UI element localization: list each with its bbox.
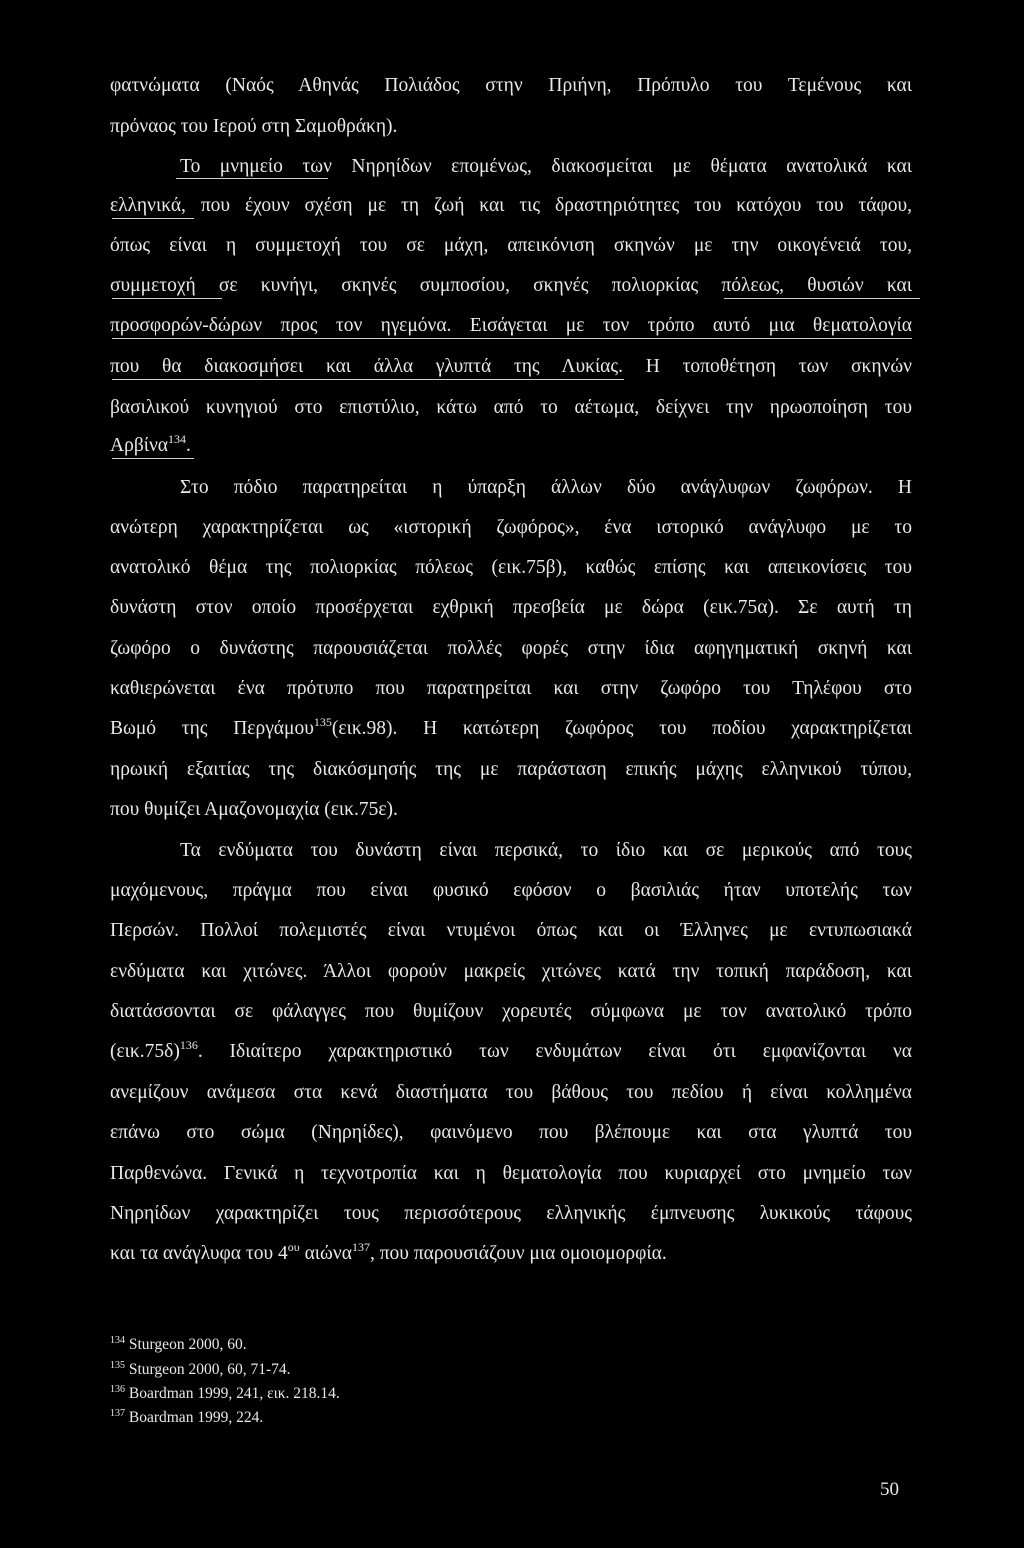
underline-mark (112, 298, 222, 299)
footnote-text: Boardman 1999, 224. (128, 1409, 264, 1426)
footnote-text: Sturgeon 2000, 60, 71-74. (128, 1361, 291, 1378)
body-line: που θα διακοσμήσει και άλλα γλυπτά της Λυκίας. Η τοποθέτηση των σκηνών (110, 356, 912, 377)
line-text: αιώνα (299, 1243, 352, 1264)
underline-mark (112, 458, 194, 459)
line-text: . (186, 435, 191, 456)
body-line: ηρωική εξαιτίας της διακόσμησής της με παράσταση επικής μάχης ελληνικού τύπου, (110, 759, 912, 780)
footnote (110, 1360, 290, 1379)
body-line: Το μνημείο των Νηρηίδων επομένως, διακοσμείται με θέματα ανατολικά και (180, 156, 912, 177)
footnote-number: 136 (110, 1384, 125, 1395)
footnote-ref: 136 (179, 1038, 198, 1052)
underline-mark (176, 178, 328, 179)
line-text: . Ιδιαίτερο χαρακτηριστικό των ενδυμάτων είναι ότι εμφανίζονται να (197, 1041, 912, 1062)
body-line: επάνω στο σώμα (Νηρηίδες), φαινόμενο που βλέπουμε και στα γλυπτά του (110, 1122, 912, 1143)
line-text: και τα ανάγλυφα του 4 (110, 1243, 288, 1264)
body-line: Παρθενώνα. Γενικά η τεχνοτροπία και η θεματολογία που κυριαρχεί στο μνημείο των (110, 1163, 912, 1184)
body-line: ανώτερη χαρακτηρίζεται ως «ιστορική ζωφόρος», ένα ιστορικό ανάγλυφο με το (110, 517, 912, 538)
body-line: Στο πόδιο παρατηρείται η ύπαρξη άλλων δύο ανάγλυφων ζωφόρων. Η (180, 477, 912, 498)
body-line-last (110, 1242, 912, 1266)
line-text: (εικ.75δ) (110, 1041, 180, 1062)
body-line: ανεμίζουν ανάμεσα στα κενά διαστήματα του βάθους του πεδίου ή είναι κολλημένα (110, 1082, 912, 1103)
body-line: προσφορών-δώρων προς τον ηγεμόνα. Εισάγεται με τον τρόπο αυτό μια θεματολογία (110, 315, 912, 336)
footnote (110, 1408, 263, 1427)
footnote-text: Boardman 1999, 241, εικ. 218.14. (128, 1385, 340, 1402)
body-line: μαχόμενους, πράγμα που είναι φυσικό εφόσον ο βασιλιάς ήταν υποτελής των (110, 880, 912, 901)
body-line: ανατολικό θέμα της πολιορκίας πόλεως (εικ.75β), καθώς επίσης και απεικονίσεις του (110, 557, 912, 578)
body-line: πρόναος του Ιερού στη Σαμοθράκη). (110, 116, 398, 137)
body-line: καθιερώνεται ένα πρότυπο που παρατηρείται και στην ζωφόρο του Τηλέφου στο (110, 678, 912, 699)
line-text: , που παρουσιάζουν μια ομοιομορφία. (369, 1243, 667, 1264)
underline-mark (724, 298, 920, 299)
footnote-number: 135 (110, 1360, 125, 1371)
footnote-text: Sturgeon 2000, 60. (128, 1336, 247, 1353)
footnote-ref: 137 (351, 1240, 370, 1254)
body-line: βασιλικού κυνηγιού στο επιστύλιο, κάτω από το αέτωμα, δείχνει την ηρωοποίηση του (110, 397, 912, 418)
body-line: ενδύματα και χιτώνες. Άλλοι φορούν μακρείς χιτώνες κατά την τοπική παράδοση, και (110, 961, 912, 982)
body-line-arbina (110, 434, 912, 458)
footnote-number: 137 (110, 1408, 125, 1419)
body-line: όπως είναι η συμμετοχή του σε μάχη, απεικόνιση σκηνών με την οικογένειά του, (110, 235, 912, 256)
body-line: δυνάστη στον οποίο προσέρχεται εχθρική πρεσβεία με δώρα (εικ.75α). Σε αυτή τη (110, 597, 912, 618)
line-text: (εικ.98). Η κατώτερη ζωφόρος του ποδίου χαρακτηρίζεται (331, 718, 913, 739)
footnote (110, 1384, 340, 1403)
page-number: 50 (880, 1479, 899, 1500)
underline-mark (112, 338, 912, 339)
body-line-eik75d (110, 1040, 912, 1064)
body-line: ελληνικά, που έχουν σχέση με τη ζωή και τις δραστηριότητες του κατόχου του τάφου, (110, 195, 912, 216)
footnote-number: 134 (110, 1335, 125, 1346)
line-text: Βωμό της Περγάμου (110, 718, 314, 739)
body-line: που θυμίζει Αμαζονομαχία (εικ.75ε). (110, 799, 398, 820)
body-line: Περσών. Πολλοί πολεμιστές είναι ντυμένοι όπως και οι Έλληνες με εντυπωσιακά (110, 920, 912, 941)
body-line: φατνώματα (Ναός Αθηνάς Πολιάδος στην Πριήνη, Πρόπυλο του Τεμένους και (110, 75, 912, 96)
footnote-ref: 134 (168, 432, 187, 446)
underline-mark (112, 218, 194, 219)
body-line: Νηρηίδων χαρακτηρίζει τους περισσότερους ελληνικής έμπνευσης λυκικούς τάφους (110, 1203, 912, 1224)
footnote-ref: 135 (313, 715, 332, 729)
superscript: ου (287, 1240, 300, 1254)
body-line: Τα ενδύματα του δυνάστη είναι περσικά, το ίδιο και σε μερικούς από τους (180, 840, 912, 861)
underline-mark (112, 379, 624, 380)
body-line: ζωφόρο ο δυνάστης παρουσιάζεται πολλές φορές στην ίδια αφηγηματική σκηνή και (110, 638, 912, 659)
body-line-pergamon (110, 717, 912, 741)
body-line: συμμετοχή σε κυνήγι, σκηνές συμποσίου, σκηνές πολιορκίας πόλεως, θυσιών και (110, 275, 912, 296)
body-line: διατάσσονται σε φάλαγγες που θυμίζουν χορευτές σύμφωνα με τον ανατολικό τρόπο (110, 1001, 912, 1022)
footnote (110, 1335, 247, 1354)
line-text: Αρβίνα (110, 435, 169, 456)
